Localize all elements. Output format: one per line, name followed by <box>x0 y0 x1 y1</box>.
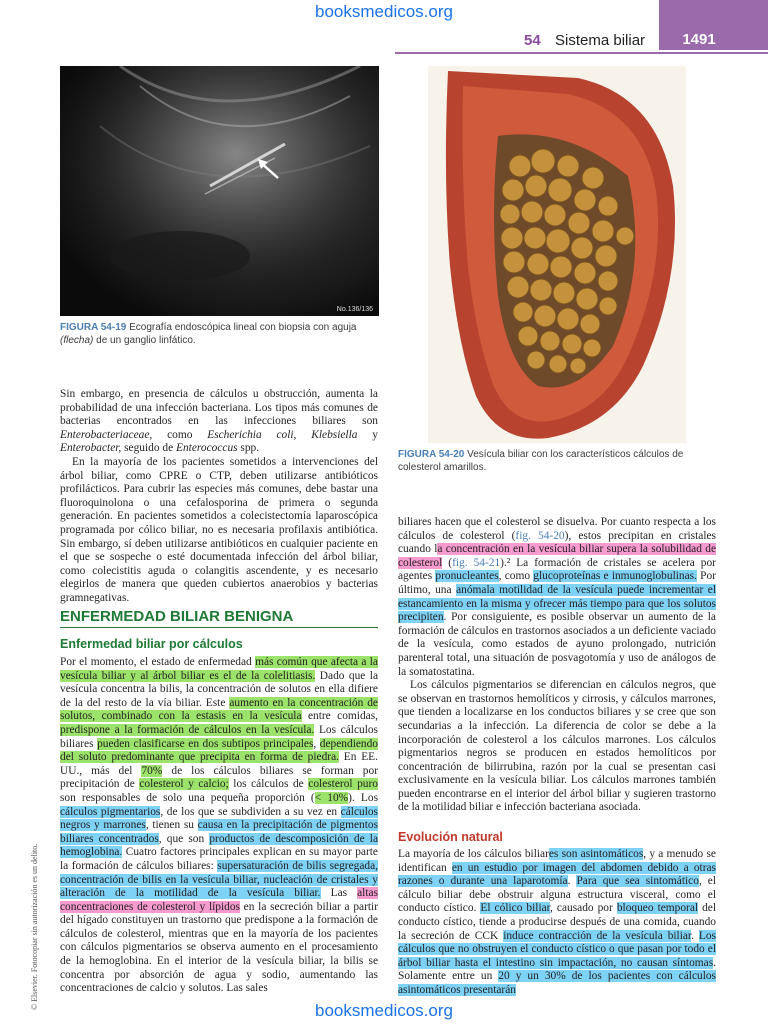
paragraph <box>60 656 378 996</box>
text: Las <box>320 887 358 900</box>
highlight-blue: 20 y un 30% de los pacientes con cálculos asintomáticos presentarán <box>398 970 716 996</box>
gallbladder-illustration <box>428 66 686 443</box>
text: Dado que la vesícula concentra la bilis, la concentración de solutos en ella difiere de la del resto de la vía biliar. Este <box>60 669 378 709</box>
highlight-blue: causa en la precipitación de pigmentos biliares concentrados <box>60 819 379 845</box>
section-heading: ENFERMEDAD BILIAR BENIGNA <box>60 608 378 628</box>
paragraph <box>398 848 716 998</box>
highlight-green: < 10% <box>314 791 349 804</box>
highlight-green: colesterol puro <box>308 778 378 791</box>
text: son responsables de solo una pequeña proporción ( <box>60 791 315 804</box>
text: . <box>567 875 577 888</box>
text: , que son <box>158 832 210 845</box>
figure-54-20-label: FIGURA 54-20 <box>398 449 465 460</box>
text: , <box>313 737 320 750</box>
caption-italic: (flecha) <box>60 335 94 346</box>
chapter-number: 54 <box>524 32 541 49</box>
text: , de los que se subdividen a su vez en <box>160 805 341 818</box>
booksmedicos-footer-link[interactable]: booksmedicos.org <box>315 1001 453 1020</box>
highlight-green: dependiendo del soluto predominante que precipita en forma de piedra. <box>60 737 378 764</box>
text: ( <box>442 556 453 569</box>
text-italic: Enterococcus <box>176 442 238 455</box>
text: , el cálculo biliar debe obstruir alguna estructura visceral, como el conducto cístico. <box>398 875 716 915</box>
highlight-blue: productos de descomposición de la hemoglobina. <box>60 832 379 859</box>
highlight-pink: a concentración en la vesícula biliar supera la solubilidad de colesterol <box>398 543 717 569</box>
text: . <box>691 929 699 942</box>
caption-text: Ecografía endoscópica lineal con biopsia con aguja <box>126 322 357 333</box>
text: La mayoría de los cálculos biliar <box>398 848 549 860</box>
highlight-green: pueden clasificarse en dos subtipos principales <box>97 737 314 750</box>
text-italic: Enterobacteriaceae, <box>60 428 153 441</box>
highlight-blue: en un estudio por imagen del abdomen debido a otras razones o durante una laparotomía <box>398 861 716 888</box>
left-column-gallstones-text <box>60 656 378 996</box>
text: , tienen su <box>145 819 198 832</box>
text: . Solamente entre un <box>398 956 716 983</box>
text: en la secreción biliar a partir del hígado constituyen un trastorno que predispone a la formación de cálculos de colesterol, mientras que en la mayoría de los pacientes con cálculos pigmentarios se observa aumento en el procesamiento de la hemoglobina. En el interior de la vesícula biliar, la bilis se concentra por absorción de agua y sodio, aumentando las concentraciones de calcio y solutos. Las sales <box>60 900 378 995</box>
highlight-blue: Los cálculos que no obstruyen el conducto cístico o que pasan por todo el árbol biliar hasta el intestino sin impactación, no causan síntomas <box>398 929 716 969</box>
text: como <box>152 428 208 441</box>
figure-54-20-caption <box>398 448 720 474</box>
figure-54-19-label: FIGURA 54-19 <box>60 322 127 333</box>
text-italic: Escherichia coli, Klebsiella <box>207 428 358 441</box>
highlight-blue: cálculos negros y marrones <box>60 805 378 832</box>
gallbladder-stones-photo <box>428 66 686 443</box>
caption-text: Vesícula biliar con los característicos cálculos de colesterol amarillos. <box>398 449 684 473</box>
text: ). Los <box>348 791 378 804</box>
text: Sin embargo, en presencia de cálculos u obstrucción, aumenta la probabilidad de una infección bacteriana. Los tipos más comunes de bacterias encontrados en las infecciones biliares son <box>60 388 378 428</box>
caption-text: de un ganglio linfático. <box>93 335 196 346</box>
right-column-text <box>398 516 716 815</box>
subsection-heading: Enfermedad biliar por cálculos <box>60 637 243 651</box>
ultrasound-image-tag: No.136/136 <box>336 306 373 313</box>
highlight-blue: El cólico biliar <box>480 902 551 915</box>
text: seguido de <box>121 442 176 455</box>
highlight-green: más común que afecta a la vesícula biliar y al árbol biliar es el de la colelitiasis. <box>60 656 378 682</box>
header-rule <box>395 52 768 54</box>
text: entre comidas, <box>301 710 378 723</box>
text-italic: Enterobacter, <box>60 442 122 455</box>
highlight-blue: bloqueo temporal <box>616 902 699 915</box>
highlight-blue: pronucleantes <box>435 570 499 583</box>
paragraph <box>60 388 378 456</box>
endoscopic-ultrasound-image <box>60 66 379 316</box>
text: En EE. UU., más del <box>60 751 378 777</box>
copyright-side-note: © Elsevier. Fotocopiar sin autorización es un delito. <box>30 843 39 1010</box>
text: de los cálculos biliares se forman por precipitación de <box>60 764 378 791</box>
text: Cuatro factores principales explican en su mayor parte la formación de cálculos biliares: <box>60 846 378 872</box>
text: ), estos precipitan en cristales cuando l <box>398 529 716 556</box>
text: Por el momento, el estado de enfermedad <box>60 656 256 668</box>
text: . Por consiguiente, es posible observar un aumento de la formación de cálculos en trastornos asociados a un deficiente vaciado de la vesícula, como estados de ayuno prolongado, nutrición parenteral total, una situación de posvagotomía y uso de análogos de la somatostatina. <box>398 611 716 678</box>
highlight-green: aumento en la concentración de solutos, combinado con la estasis en la vesícula <box>60 696 378 723</box>
highlight-blue: supersaturación de bilis segregada, concentración de bilis en la vesícula biliar, nucleación de cristales y alteración de la motilidad de la vesícula biliar. <box>60 859 379 900</box>
chapter-title: Sistema biliar <box>555 32 646 49</box>
highlight-blue: induce contracción de la vesícula biliar <box>503 929 692 942</box>
booksmedicos-header-link[interactable]: booksmedicos.org <box>315 2 453 21</box>
text: Por último, una <box>398 570 716 596</box>
highlight-blue: es son asintomáticos <box>548 848 644 860</box>
text: spp. <box>237 442 260 455</box>
text: los cálculos de <box>228 778 309 791</box>
highlight-green: colesterol y calcio; <box>139 778 229 791</box>
paragraph: En la mayoría de los pacientes sometidos a intervenciones del árbol biliar, como CPRE o CTP, deben utilizarse antibióticos profilácticos. Para cubrir las especies más comunes, debe bastar una fluoroquinolona o una cefalosporina de primera o segunda generación. En pacientes sometidos a colecistectomía laparoscópica programada por cólico biliar, no es necesaria profilaxis antibiótica. Sin embargo, sí deben utilizarse antibióticos en cualquier paciente en el que se sospeche o esté documentada infección del árbol biliar, como colecistitis aguda o colangitis ascendente, y es necesario elegirlos de manera que queden cubiertos anaerobios y bacterias gramnegativas. <box>60 455 378 604</box>
text: biliares hacen que el colesterol se disuelva. Por cuanto respecta a los cálculos de colesterol ( <box>398 516 716 542</box>
text: y <box>357 428 378 441</box>
page-number: 1491 <box>682 31 716 48</box>
highlight-green: 70% <box>141 764 163 777</box>
ultrasound-texture <box>60 66 379 316</box>
subsection-heading-evolucion: Evolución natural <box>398 830 503 844</box>
text: , como <box>498 570 534 583</box>
paragraph: Los cálculos pigmentarios se diferencian en cálculos negros, que se observan en trastornos hemolíticos y cirrosis, y cálculos marrones, que tienden a localizarse en los conductos biliares y se cree que son secundarias a la infección. La diferencia de color se debe a la incorporación de colesterol a los cálculos marrones. Los cálculos pigmentarios negros se producen en estados hemolíticos por concentración de bilirrubina, razón por la cual se presentan casi exclusivamente en la vesícula biliar. Los cálculos marrones también pueden encontrarse en el interior del árbol biliar y sugieren trastorno de la motilidad biliar e infección bacteriana asociada. <box>398 679 716 814</box>
highlight-blue: anómala motilidad de la vesícula puede incrementar el estancamiento en la misma y ofrecer más tiempo para que los solutos precipiten <box>398 583 717 624</box>
right-column-natural-history-text <box>398 848 716 998</box>
highlight-blue: Para que sea sintomático <box>576 875 699 888</box>
paragraph <box>398 516 716 679</box>
text: del conducto cístico, tiende a producirse después de una comida, cuando la secreción de CCK <box>398 902 717 942</box>
text: , causado por <box>550 902 617 915</box>
figure-54-19-caption <box>60 321 380 347</box>
highlight-blue: glucoproteínas e inmunoglobulinas. <box>533 570 697 583</box>
text: Los cálculos biliares <box>60 723 378 750</box>
highlight-pink: altas concentraciones de colesterol y lípidos <box>60 887 378 913</box>
text: , y a menudo se identifican <box>398 848 716 874</box>
figure-reference-link[interactable]: fig. 54-20 <box>515 529 565 542</box>
figure-reference-link[interactable]: fig. 54-21 <box>452 556 501 569</box>
text: ).² La formación de cristales se acelera por agentes <box>398 556 716 583</box>
left-column-intro-text <box>60 388 378 606</box>
highlight-green: predispone a la formación de cálculos en la vesícula. <box>60 723 315 736</box>
highlight-blue: cálculos pigmentarios <box>60 805 161 818</box>
